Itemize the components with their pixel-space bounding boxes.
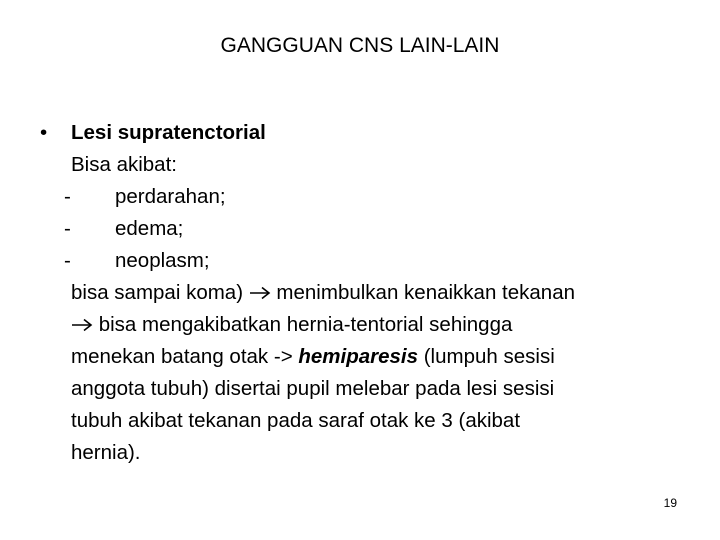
list-item-cause: perdarahan; [115, 185, 226, 208]
right-arrow-icon [249, 286, 271, 300]
paragraph-line: anggota tubuh) disertai pupil melebar pada lesi sesisi [71, 377, 555, 400]
list-dash: - [64, 249, 71, 272]
paragraph-line [71, 278, 575, 308]
paragraph-text: menimbulkan kenaikkan tekanan [270, 281, 576, 304]
paragraph-text: bisa sampai koma) [71, 281, 249, 304]
paragraph-text: (lumpuh sesisi [418, 345, 555, 368]
page-number: 19 [663, 496, 677, 510]
right-arrow-icon [71, 318, 93, 332]
bullet-heading: Lesi supratenctorial [71, 121, 266, 144]
slide-title: GANGGUAN CNS LAIN-LAIN [220, 34, 500, 57]
paragraph-line: tubuh akibat tekanan pada saraf otak ke 3 (akibat [71, 409, 521, 432]
paragraph-text: menekan batang otak -> [71, 345, 299, 368]
paragraph-text: bisa mengakibatkan hernia-tentorial sehingga [93, 313, 513, 336]
paragraph-line: hernia). [71, 441, 141, 464]
paragraph-line [71, 310, 512, 340]
paragraph-line [71, 342, 555, 372]
intro-text: Bisa akibat: [71, 153, 177, 176]
emphasis-term: hemiparesis [298, 345, 419, 368]
list-dash: - [64, 217, 71, 240]
bullet-marker: • [40, 121, 48, 144]
list-item-cause: neoplasm; [115, 249, 210, 272]
list-dash: - [64, 185, 71, 208]
list-item-cause: edema; [115, 217, 184, 240]
